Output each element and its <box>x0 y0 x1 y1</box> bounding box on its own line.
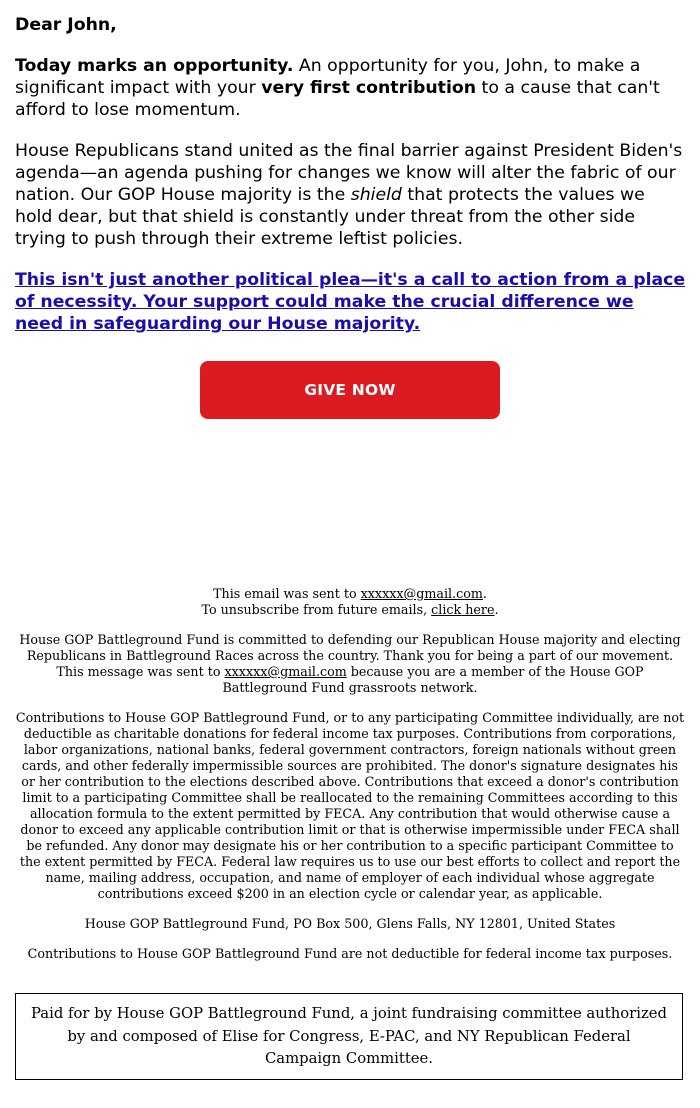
paid-for-text: Paid for by House GOP Battleground Fund, a joint fundraising committee authorized by and composed of Elise for Congress, E-PAC, and NY Republican Federal Campaign Committee. <box>31 1005 667 1067</box>
paid-for-disclaimer-box <box>15 993 683 1080</box>
agenda-italic-shield: shield <box>350 185 402 205</box>
mission-text-b: because you are a member of the House GOP Battleground Fund grassroots network. <box>222 664 644 695</box>
mailing-address: House GOP Battleground Fund, PO Box 500, Glens Falls, NY 12801, United States <box>84 916 616 931</box>
intro-text-c: to a cause that can't afford to lose momentum. <box>15 78 660 120</box>
intro-lead-bold: Today marks an opportunity. <box>15 56 294 76</box>
give-now-button[interactable]: GIVE NOW <box>200 361 500 419</box>
unsubscribe-suffix: . <box>494 602 499 617</box>
intro-bold-first-contribution: very first contribution <box>261 78 477 98</box>
agenda-text-a: House Republicans stand united as the final barrier against President Biden's agenda—an agenda pushing for changes we know will alter the fabric of our nation. Our GOP House majority is the <box>15 141 683 205</box>
unsubscribe-prefix: To unsubscribe from future emails, <box>201 602 432 617</box>
greeting: Dear John, <box>15 15 117 35</box>
email-body <box>15 14 687 335</box>
contributions-disclaimer: Contributions to House GOP Battleground Fund, or to any participating Committee individually, are not deductible as charitable donations for federal income tax purposes. Contributions from corporations, labor organizations, national banks, federal government contractors, foreign nationals without green cards, and other federally impermissible sources are prohibited. The donor's signature designates his or her contribution to the elections described above. Contributions that exceed a donor's contribution limit to a participating Committee shall be reallocated to the remaining Committees according to this allocation formula to the extent permitted by FECA. Any contribution that would otherwise cause a donor to exceed any applicable contribution limit or that is otherwise impermissible under FECA shall be refunded. Any donor may designate his or her contribution to a specific participant Committee to the extent permitted by FECA. Federal law requires us to use our best efforts to collect and report the name, mailing address, occupation, and name of employer of each individual whose aggregate contributions exceed $200 in an election cycle or calendar year, as applicable. <box>15 710 685 901</box>
agenda-paragraph <box>15 140 687 250</box>
intro-text-a: An opportunity for you, John, to make a significant impact with your <box>15 56 641 98</box>
email-footer <box>15 586 685 962</box>
mission-paragraph <box>15 632 685 696</box>
unsubscribe-link[interactable]: click here <box>431 602 495 617</box>
sent-to-prefix: This email was sent to <box>213 586 361 601</box>
mission-email-link[interactable]: xxxxxx@gmail.com <box>224 664 347 679</box>
sent-to-suffix: . <box>482 586 487 601</box>
give-now-button-wrap <box>200 361 500 419</box>
sent-to-email-link[interactable]: xxxxxx@gmail.com <box>360 586 483 601</box>
agenda-text-c: that protects the values we hold dear, but that shield is constantly under threat from the other side trying to push through their extreme leftist policies. <box>15 185 645 249</box>
unsubscribe-line <box>15 602 685 618</box>
intro-paragraph <box>15 55 687 121</box>
mission-text-a: House GOP Battleground Fund is committed to defending our Republican House majority and electing Republicans in Battleground Races across the country. Thank you for being a part of our movement. This message was sent to <box>19 632 681 679</box>
sent-to-line <box>15 586 685 602</box>
call-to-action-link[interactable]: This isn't just another political plea—it's a call to action from a place of necessity. Your support could make the crucial difference we need in safeguarding our House majority. <box>15 270 686 334</box>
not-deductible-notice: Contributions to House GOP Battleground Fund are not deductible for federal income tax purposes. <box>27 946 673 961</box>
